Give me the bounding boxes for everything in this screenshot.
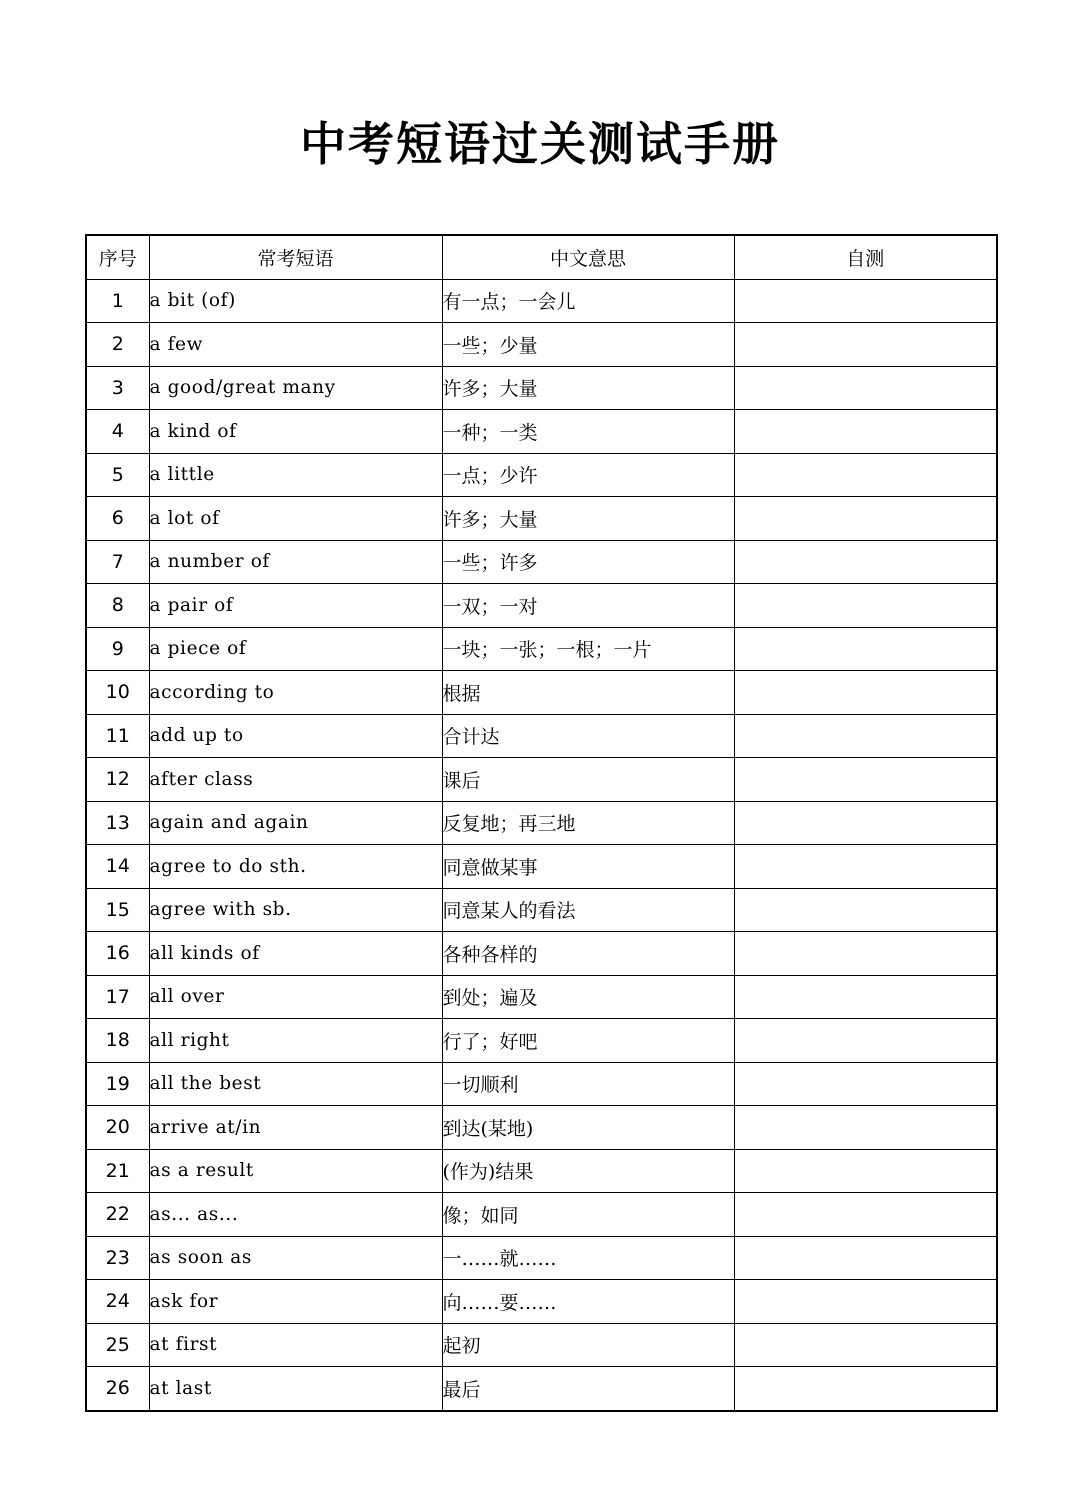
row-number: 15	[86, 888, 149, 932]
row-number: 19	[86, 1062, 149, 1106]
row-number: 2	[86, 323, 149, 367]
row-phrase: a number of	[149, 540, 442, 584]
row-self-test	[734, 1236, 997, 1280]
row-number: 20	[86, 1106, 149, 1150]
row-phrase: a few	[149, 323, 442, 367]
table-row	[86, 366, 997, 410]
row-phrase: add up to	[149, 714, 442, 758]
row-meaning: 行了；好吧	[442, 1019, 734, 1063]
row-meaning: 像；如同	[442, 1193, 734, 1237]
row-meaning: 许多；大量	[442, 497, 734, 541]
row-number: 6	[86, 497, 149, 541]
row-self-test	[734, 1106, 997, 1150]
table-row	[86, 1149, 997, 1193]
row-phrase: a lot of	[149, 497, 442, 541]
row-number: 5	[86, 453, 149, 497]
row-phrase: all the best	[149, 1062, 442, 1106]
row-meaning: 一些；许多	[442, 540, 734, 584]
row-meaning: 同意某人的看法	[442, 888, 734, 932]
row-number: 1	[86, 279, 149, 323]
row-meaning: 一……就……	[442, 1236, 734, 1280]
row-phrase: at first	[149, 1323, 442, 1367]
page-title: 中考短语过关测试手册	[300, 117, 780, 171]
row-phrase: as... as...	[149, 1193, 442, 1237]
table-row	[86, 714, 997, 758]
phrase-table	[85, 234, 998, 1412]
row-phrase: all kinds of	[149, 932, 442, 976]
column-header-self-test: 自测	[734, 235, 997, 279]
table-row	[86, 845, 997, 889]
row-phrase: agree with sb.	[149, 888, 442, 932]
row-meaning: 到达(某地)	[442, 1106, 734, 1150]
row-meaning: 课后	[442, 758, 734, 802]
column-header-meaning: 中文意思	[442, 235, 734, 279]
row-self-test	[734, 366, 997, 410]
row-self-test	[734, 497, 997, 541]
row-phrase: a pair of	[149, 584, 442, 628]
table-row	[86, 801, 997, 845]
table-row	[86, 1106, 997, 1150]
table-body	[86, 279, 997, 1411]
row-phrase: a little	[149, 453, 442, 497]
table-row	[86, 1019, 997, 1063]
row-self-test	[734, 1323, 997, 1367]
row-self-test	[734, 1149, 997, 1193]
row-number: 9	[86, 627, 149, 671]
row-self-test	[734, 1280, 997, 1324]
row-self-test	[734, 584, 997, 628]
row-self-test	[734, 671, 997, 715]
table-row	[86, 758, 997, 802]
row-number: 25	[86, 1323, 149, 1367]
row-number: 8	[86, 584, 149, 628]
row-self-test	[734, 801, 997, 845]
row-meaning: 一点；少许	[442, 453, 734, 497]
row-meaning: 根据	[442, 671, 734, 715]
row-number: 26	[86, 1367, 149, 1411]
column-header-phrase: 常考短语	[149, 235, 442, 279]
row-self-test	[734, 453, 997, 497]
column-header-number: 序号	[86, 235, 149, 279]
table-row	[86, 627, 997, 671]
row-self-test	[734, 975, 997, 1019]
row-number: 13	[86, 801, 149, 845]
row-phrase: ask for	[149, 1280, 442, 1324]
row-phrase: as soon as	[149, 1236, 442, 1280]
row-meaning: 同意做某事	[442, 845, 734, 889]
row-meaning: 合计达	[442, 714, 734, 758]
row-self-test	[734, 758, 997, 802]
row-number: 3	[86, 366, 149, 410]
row-self-test	[734, 845, 997, 889]
row-number: 24	[86, 1280, 149, 1324]
table-row	[86, 932, 997, 976]
row-number: 7	[86, 540, 149, 584]
table-row	[86, 1236, 997, 1280]
row-self-test	[734, 888, 997, 932]
table-row	[86, 540, 997, 584]
table-row	[86, 323, 997, 367]
table-row	[86, 1280, 997, 1324]
row-meaning: 到处；遍及	[442, 975, 734, 1019]
row-meaning: 反复地；再三地	[442, 801, 734, 845]
row-number: 23	[86, 1236, 149, 1280]
row-phrase: agree to do sth.	[149, 845, 442, 889]
row-self-test	[734, 1367, 997, 1411]
row-number: 21	[86, 1149, 149, 1193]
row-self-test	[734, 1062, 997, 1106]
row-phrase: a piece of	[149, 627, 442, 671]
row-meaning: 各种各样的	[442, 932, 734, 976]
table-row	[86, 453, 997, 497]
row-phrase: after class	[149, 758, 442, 802]
row-number: 18	[86, 1019, 149, 1063]
row-phrase: according to	[149, 671, 442, 715]
row-meaning: 一种；一类	[442, 410, 734, 454]
row-number: 12	[86, 758, 149, 802]
row-phrase: arrive at/in	[149, 1106, 442, 1150]
row-phrase: a kind of	[149, 410, 442, 454]
row-number: 4	[86, 410, 149, 454]
row-self-test	[734, 410, 997, 454]
row-meaning: 一切顺利	[442, 1062, 734, 1106]
row-phrase: a bit (of)	[149, 279, 442, 323]
table-row	[86, 1193, 997, 1237]
table-row	[86, 279, 997, 323]
row-self-test	[734, 1193, 997, 1237]
row-self-test	[734, 323, 997, 367]
row-meaning: 许多；大量	[442, 366, 734, 410]
table-header-row	[86, 235, 997, 279]
row-number: 22	[86, 1193, 149, 1237]
table-row	[86, 671, 997, 715]
row-meaning: 最后	[442, 1367, 734, 1411]
table-row	[86, 497, 997, 541]
row-meaning: 一双；一对	[442, 584, 734, 628]
row-self-test	[734, 714, 997, 758]
row-meaning: 起初	[442, 1323, 734, 1367]
row-phrase: as a result	[149, 1149, 442, 1193]
row-phrase: again and again	[149, 801, 442, 845]
table-row	[86, 1367, 997, 1411]
row-number: 14	[86, 845, 149, 889]
table-row	[86, 584, 997, 628]
row-meaning: 一块；一张；一根；一片	[442, 627, 734, 671]
table-row	[86, 1062, 997, 1106]
row-meaning: (作为)结果	[442, 1149, 734, 1193]
table-row	[86, 410, 997, 454]
row-phrase: at last	[149, 1367, 442, 1411]
row-number: 16	[86, 932, 149, 976]
table-row	[86, 975, 997, 1019]
row-phrase: a good/great many	[149, 366, 442, 410]
row-number: 10	[86, 671, 149, 715]
row-self-test	[734, 540, 997, 584]
row-meaning: 有一点；一会儿	[442, 279, 734, 323]
row-phrase: all over	[149, 975, 442, 1019]
row-self-test	[734, 627, 997, 671]
table-row	[86, 888, 997, 932]
row-number: 17	[86, 975, 149, 1019]
row-meaning: 一些；少量	[442, 323, 734, 367]
row-self-test	[734, 279, 997, 323]
table-row	[86, 1323, 997, 1367]
row-self-test	[734, 1019, 997, 1063]
row-number: 11	[86, 714, 149, 758]
row-self-test	[734, 932, 997, 976]
row-meaning: 向……要……	[442, 1280, 734, 1324]
row-phrase: all right	[149, 1019, 442, 1063]
